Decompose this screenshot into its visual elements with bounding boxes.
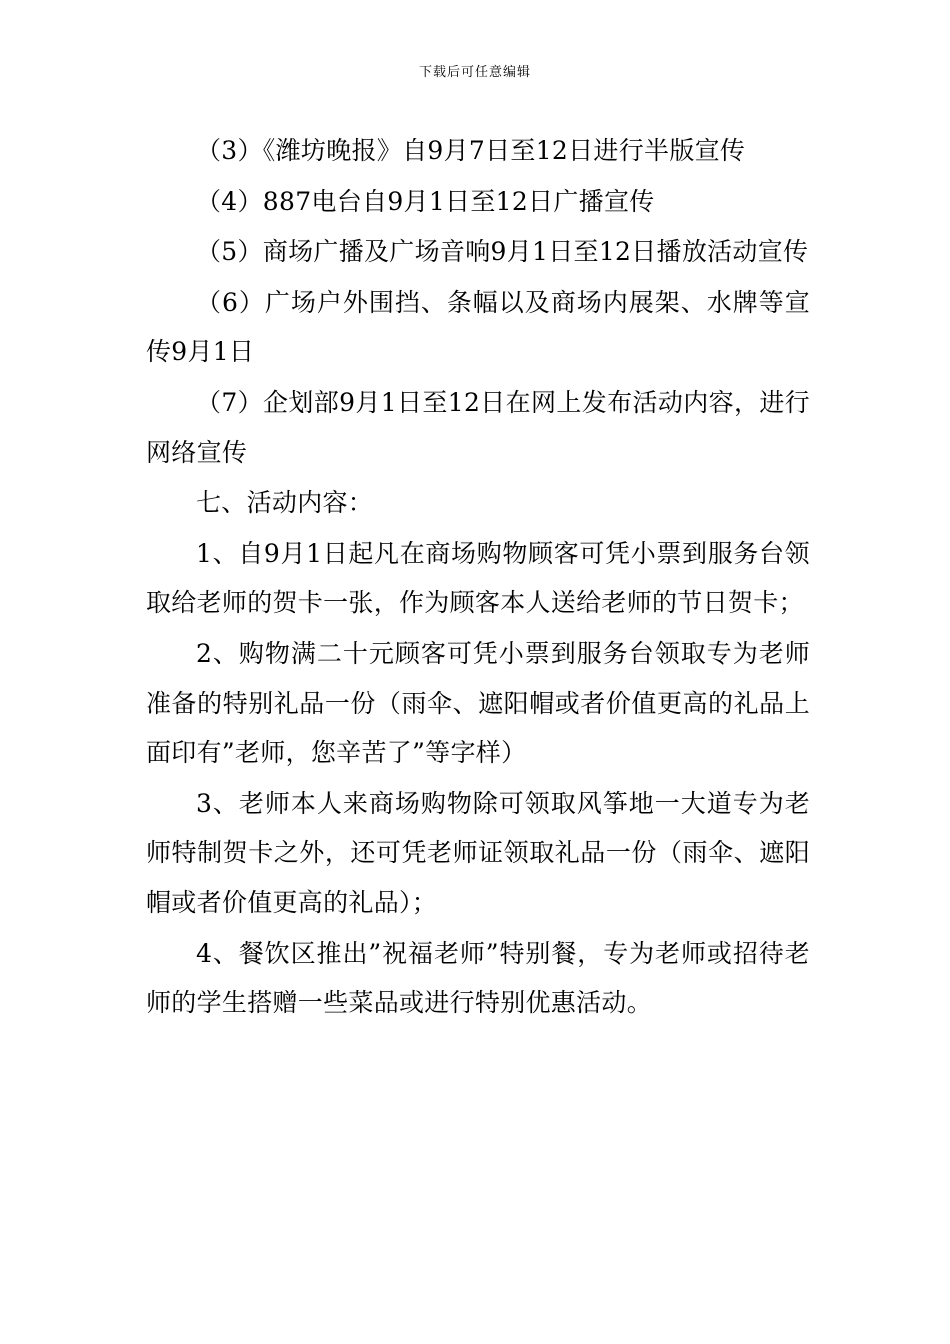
document-body <box>146 126 810 1029</box>
paragraph-activity-1: 1、自9月1日起凡在商场购物顾客可凭小票到服务台领取给老师的贺卡一张，作为顾客本人送给老师的节日贺卡； <box>146 538 810 618</box>
paragraph-publicity-7: （7）企划部9月1日至12日在网上发布活动内容，进行网络宣传 <box>146 387 810 467</box>
section-heading-activity-content: 七、活动内容： <box>196 488 374 518</box>
paragraph-publicity-3: （3）《潍坊晚报》自9月7日至12日进行半版宣传 <box>196 136 746 165</box>
page-header-note: 下载后可任意编辑 <box>418 65 531 80</box>
paragraph-activity-2: 2、购物满二十元顾客可凭小票到服务台领取专为老师准备的特别礼品一份（雨伞、遮阳帽或者价值更高的礼品上面印有”老师，您辛苦了”等字样） <box>146 638 810 768</box>
paragraph-activity-3: 3、老师本人来商场购物除可领取风筝地一大道专为老师特制贺卡之外，还可凭老师证领取礼品一份（雨伞、遮阳帽或者价值更高的礼品）； <box>146 788 810 917</box>
paragraph-publicity-5: （5）商场广播及广场音响9月1日至12日播放活动宣传 <box>196 237 809 267</box>
paragraph-publicity-4: （4）887电台自9月1日至12日广播宣传 <box>196 186 655 216</box>
paragraph-publicity-6: （6）广场户外围挡、条幅以及商场内展架、水牌等宣传9月1日 <box>146 287 810 367</box>
paragraph-activity-4: 4、餐饮区推出”祝福老师”特别餐，专为老师或招待老师的学生搭赠一些菜品或进行特别优惠活动。 <box>146 938 810 1018</box>
